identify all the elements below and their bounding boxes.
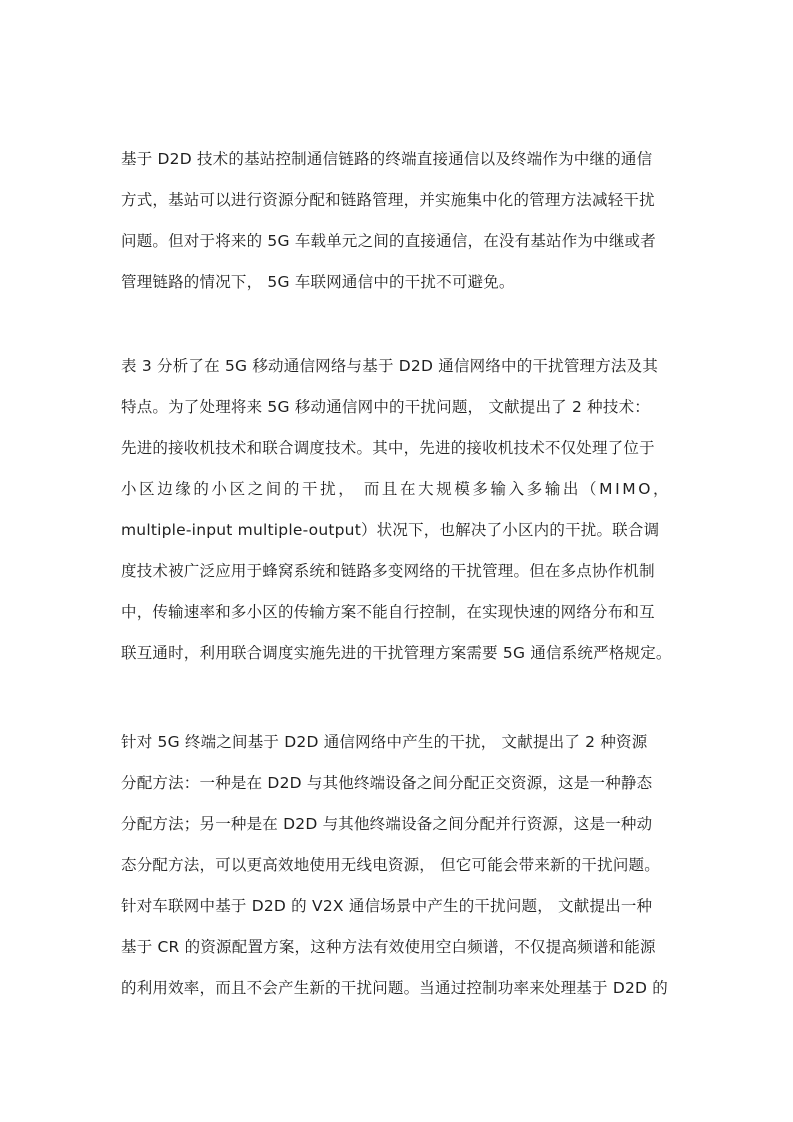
paragraph-resource-allocation-methods (121, 722, 681, 1009)
text-line: 态分配方法，可以更高效地使用无线电资源， 但它可能会带来新的干扰问题。 (121, 856, 660, 874)
text-line: 方式，基站可以进行资源分配和链路管理，并实施集中化的管理方法减轻干扰 (121, 191, 655, 209)
text-line: 中，传输速率和多小区的传输方案不能自行控制，在实现快速的网络分布和互 (121, 603, 655, 621)
text-line: 先进的接收机技术和联合调度技术。其中，先进的接收机技术不仅处理了位于 (121, 439, 655, 457)
text-line: 管理链路的情况下， 5G 车联网通信中的干扰不可避免。 (121, 273, 515, 291)
text-line: 基于 CR 的资源配置方案，这种方法有效使用空白频谱，不仅提高频谱和能源 (121, 938, 656, 956)
paragraph-d2d-base-station-control (121, 139, 681, 303)
text-line: 表 3 分析了在 5G 移动通信网络与基于 D2D 通信网络中的干扰管理方法及其 (121, 357, 659, 375)
text-line: 小区边缘的小区之间的干扰， 而且在大规模多输入多输出（MIMO， (121, 480, 672, 498)
text-line: 问题。但对于将来的 5G 车载单元之间的直接通信，在没有基站作为中继或者 (121, 232, 656, 250)
text-line: multiple-input multiple-output）状况下，也解决了小区内的干扰。联合调 (121, 521, 660, 539)
text-line: 的利用效率，而且不会产生新的干扰问题。当通过控制功率来处理基于 D2D 的 (121, 979, 668, 997)
text-line: 度技术被广泛应用于蜂窝系统和链路多变网络的干扰管理。但在多点协作机制 (121, 562, 655, 580)
text-line: 分配方法：一种是在 D2D 与其他终端设备之间分配正交资源，这是一种静态 (121, 774, 653, 792)
text-line: 基于 D2D 技术的基站控制通信链路的终端直接通信以及终端作为中继的通信 (121, 150, 653, 168)
text-line: 分配方法；另一种是在 D2D 与其他终端设备之间分配并行资源，这是一种动 (121, 815, 653, 833)
text-line: 针对车联网中基于 D2D 的 V2X 通信场景中产生的干扰问题， 文献提出一种 (121, 897, 653, 915)
paragraph-interference-management-table3 (121, 346, 681, 674)
text-line: 联互通时，利用联合调度实施先进的干扰管理方案需要 5G 通信系统严格规定。 (121, 644, 672, 662)
text-line: 特点。为了处理将来 5G 移动通信网中的干扰问题， 文献提出了 2 种技术： (121, 398, 650, 416)
text-line: 针对 5G 终端之间基于 D2D 通信网络中产生的干扰， 文献提出了 2 种资源 (121, 733, 648, 751)
